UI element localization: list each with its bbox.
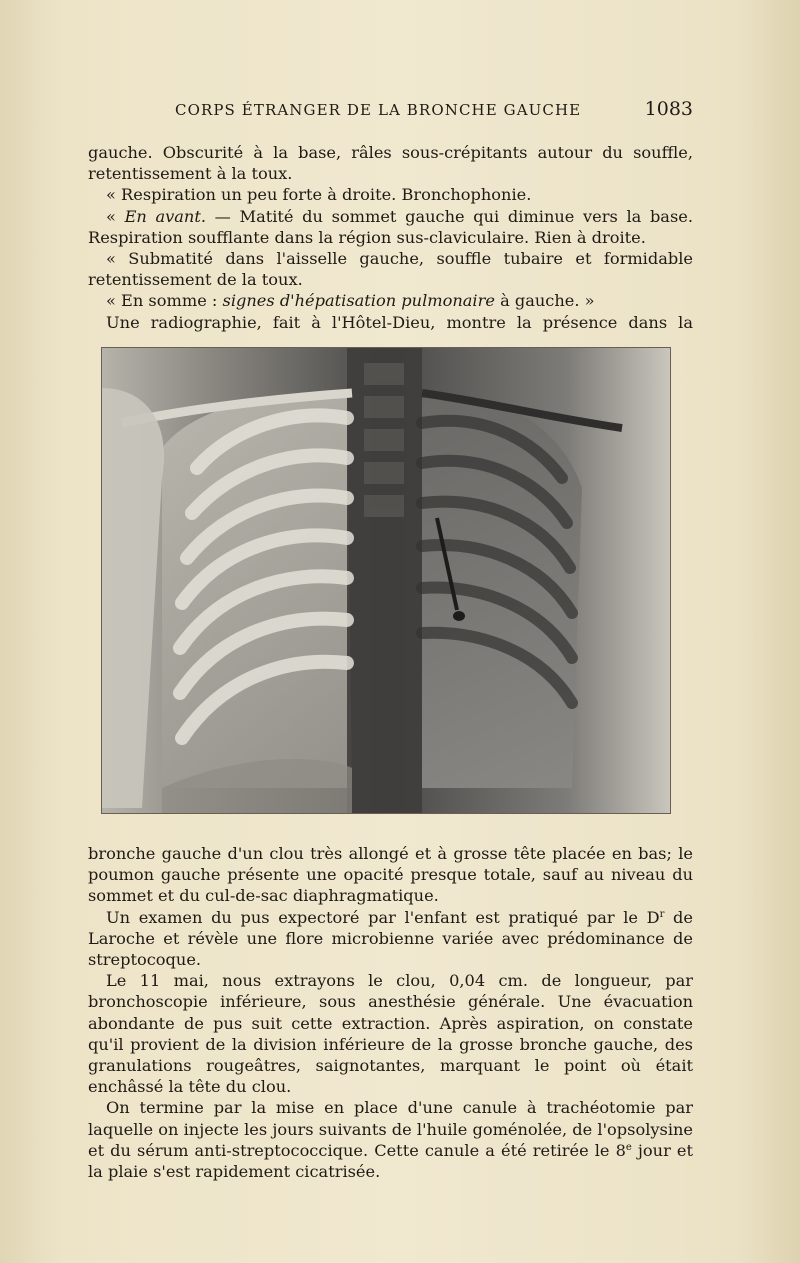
paragraph: bronche gauche d'un clou très allongé et à grosse tête placée en bas; le poumon gauche présente une opacité presque totale, sauf au niveau du sommet et du cul-de-sac diaphragmatique.	[88, 844, 693, 906]
paragraph	[88, 1097, 693, 1182]
paragraph-text: à gauche. »	[494, 291, 595, 311]
paragraph-text: On termine par la mise en place d'une canule à trachéotomie par laquelle on injecte les jours suivants de l'huile goménolée, de l'opsolysine et du sérum anti-streptococcique. Cette canule a été retirée le 8	[88, 1098, 693, 1160]
italic-phrase: En avant.	[124, 206, 206, 226]
text-after-figure	[88, 843, 693, 1182]
paragraph-text: « En somme :	[106, 291, 223, 311]
page-number: 1083	[644, 98, 693, 120]
paragraph	[88, 907, 693, 971]
superscript: e	[625, 1141, 632, 1153]
text-before-figure	[88, 142, 693, 333]
superscript: r	[659, 908, 665, 920]
paragraph-text: jour et la plaie s'est rapidement cicatrisée.	[88, 1140, 693, 1182]
paragraph-text: de Laroche et révèle une flore microbienne variée avec prédominance de streptocoque.	[88, 907, 694, 970]
quote-mark: «	[106, 206, 125, 226]
paragraph: Le 11 mai, nous extrayons le clou, 0,04 cm. de longueur, par bronchoscopie inférieure, sous anesthésie générale. Une évacuation abondante de pus suit cette extraction. Après aspiration, on constate qu'il provient de la division inférieure de la grosse bronche gauche, des granulations rougeâtres, saignotantes, marquant le point où était enchâssé la tête du clou.	[88, 971, 693, 1097]
paragraph: « Submatité dans l'aisselle gauche, souffle tubaire et formidable retentissement de la toux.	[88, 249, 693, 290]
paragraph-text: Un examen du pus expectoré par l'enfant est pratiqué par le D	[106, 907, 660, 927]
paragraph: gauche. Obscurité à la base, râles sous-crépitants autour du souffle, retentissement à la toux.	[88, 143, 693, 184]
paragraph	[88, 206, 693, 248]
radiograph-image	[102, 348, 670, 813]
paragraph: Une radiographie, fait à l'Hôtel-Dieu, montre la présence dans la	[106, 312, 693, 332]
paragraph: « Respiration un peu forte à droite. Bronchophonie.	[106, 185, 532, 205]
running-title: CORPS ÉTRANGER DE LA BRONCHE GAUCHE	[175, 101, 582, 119]
chest-radiograph	[101, 347, 671, 814]
paragraph	[88, 290, 693, 311]
italic-phrase: signes d'hépatisation pulmonaire	[222, 291, 495, 311]
paragraph-text: — Matité du sommet gauche qui diminue vers la base. Respiration soufflante dans la région sus-claviculaire. Rien à droite.	[88, 206, 693, 247]
page-header	[175, 98, 693, 120]
